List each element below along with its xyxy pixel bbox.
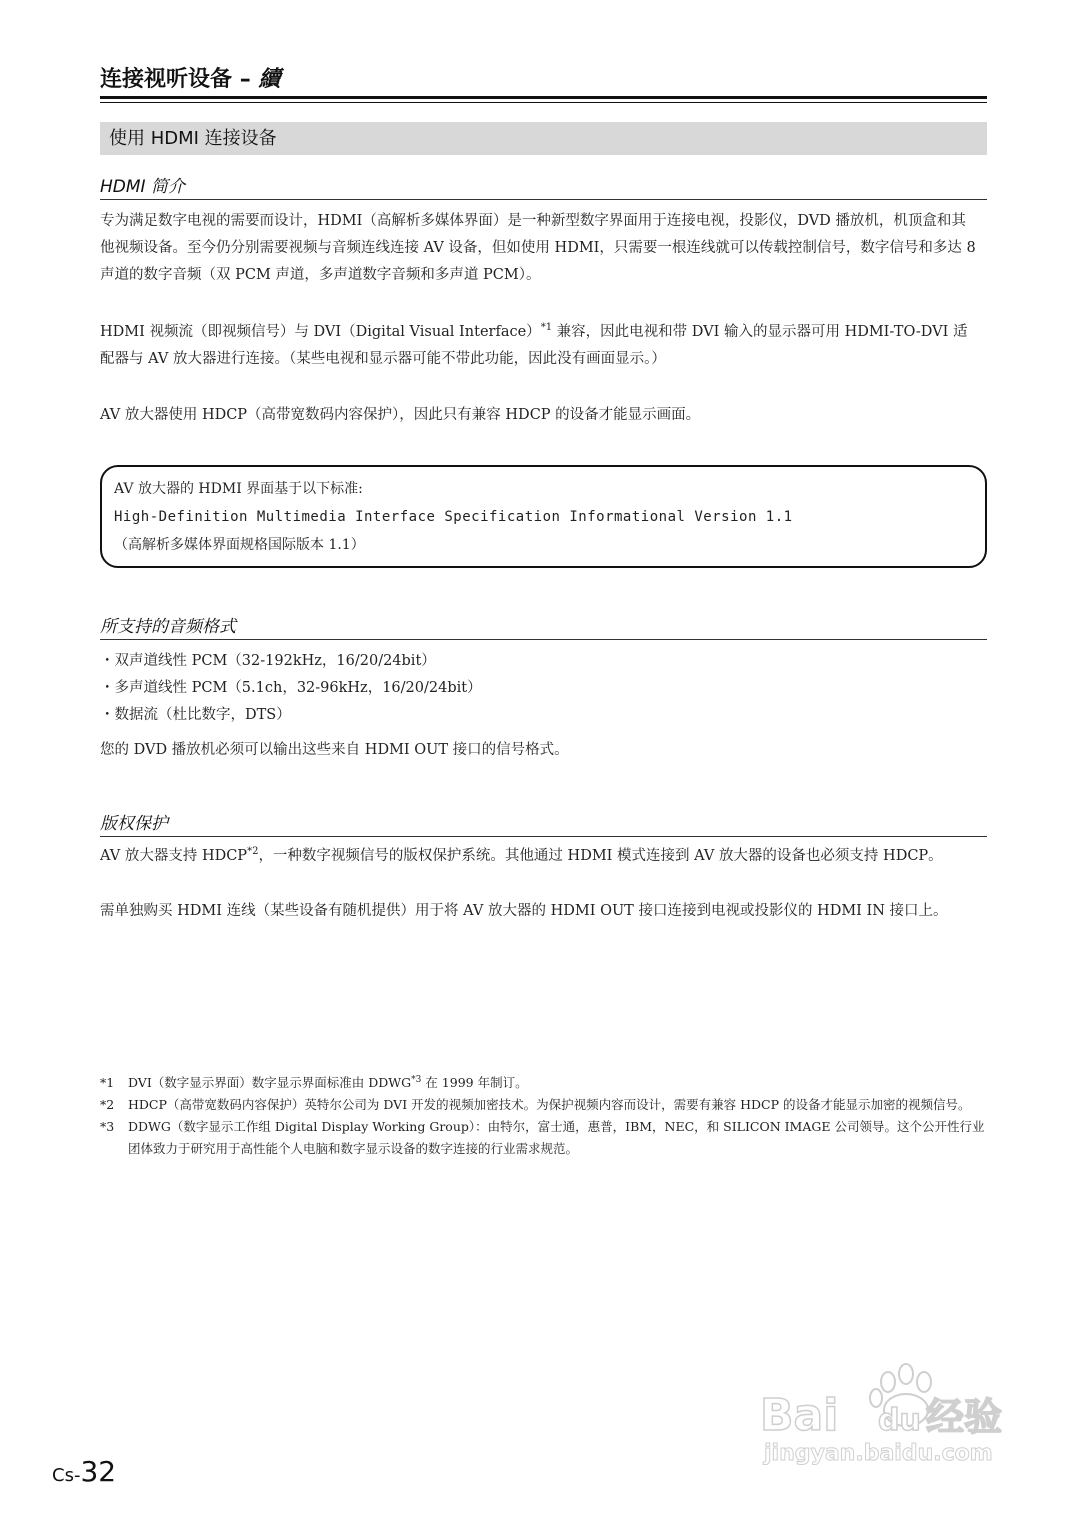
page-number-value: 32 — [80, 1455, 117, 1488]
footnote-text: DDWG（数字显示工作组 Digital Display Working Group）：由特尔，富士通，惠普，IBM，NEC，和 SILICON IMAGE 公司领导。这个公开性行业团体致力于研究用于高性能个人电脑和数字显示设备的数字连接的行业需求规范。 — [128, 1119, 985, 1156]
watermark-brand-left: Bai — [760, 1390, 839, 1441]
intro-paragraph-1: 专为满足数字电视的需要而设计，HDMI（高解析多媒体界面）是一种新型数字界面用于连接电视，投影仪，DVD 播放机，机顶盒和其他视频设备。至今仍分别需要视频与音频连线连接 AV 设备，但如使用 HDMI，只需要一根连线就可以传载控制信号，数字信号和多达 8 声道的数字音频（双 PCM 声道，多声道数字音频和多声道 PCM）。 — [100, 213, 976, 283]
footnote-text: HDCP（高带宽数码内容保护）英特尔公司为 DVI 开发的视频加密技术。为保护视频内容而设计，需要有兼容 HDCP 的设备才能显示加密的视频信号。 — [128, 1097, 971, 1112]
footnote-ref-1: *1 — [540, 322, 553, 334]
footnote-text — [128, 1072, 528, 1094]
copyright-p1-text-a: AV 放大器支持 HDCP — [100, 848, 248, 864]
watermark-url: jingyan.baidu.com — [764, 1441, 993, 1466]
watermark-brand-cn: 经验 — [926, 1395, 1003, 1439]
footnote-mark: *1 — [100, 1075, 115, 1090]
info-line-2: High-Definition Multimedia Interface Specification Informational Version 1.1 — [114, 509, 793, 525]
paw-toe-icon — [881, 1372, 895, 1392]
footnotes — [100, 1072, 987, 1160]
footnote-ref-2: *2 — [247, 846, 259, 858]
intro-p2-text-b: 兼容，因此电视和带 DVI 输入的显示器可用 HDMI-TO-DVI 适配器与 AV 放大器进行连接。（某些电视和显示器可能不带此功能，因此没有画面显示。） — [100, 324, 968, 367]
audio-heading: 所支持的音频格式 — [100, 612, 987, 640]
audio-note: 您的 DVD 播放机必须可以输出这些来自 HDMI OUT 接口的信号格式。 — [100, 742, 569, 758]
header-rule-thick — [100, 96, 987, 99]
intro-paragraph-3: AV 放大器使用 HDCP（高带宽数码内容保护），因此只有兼容 HDCP 的设备才能显示画面。 — [100, 407, 701, 423]
footnote-mark: *3 — [100, 1119, 115, 1134]
page-number-prefix: Cs- — [52, 1465, 81, 1486]
list-item: ・多声道线性 PCM（5.1ch，32-96kHz，16/20/24bit） — [100, 680, 482, 696]
intro-heading: HDMI 简介 — [100, 172, 987, 200]
footnote-text-a: DVI（数字显示界面）数字显示界面标准由 DDWG — [128, 1075, 412, 1090]
list-item: ・双声道线性 PCM（32-192kHz，16/20/24bit） — [100, 653, 436, 669]
info-line-3: （高解析多媒体界面规格国际版本 1.1） — [114, 537, 365, 553]
baidu-watermark-logo — [758, 1352, 1028, 1472]
copyright-p1-text-b: ，一种数字视频信号的版权保护系统。其他通过 HDMI 模式连接到 AV 放大器的设备也必须支持 HDCP。 — [258, 848, 943, 864]
page-title-text: 连接视听设备 — [100, 67, 233, 92]
paw-toe-icon — [899, 1364, 913, 1384]
page-title-suffix: 續 — [258, 67, 281, 92]
paw-toe-icon — [917, 1372, 931, 1392]
footnote-item — [100, 1094, 987, 1116]
footnote-item — [100, 1072, 987, 1094]
intro-paragraph-2 — [100, 319, 980, 373]
section-title: 使用 HDMI 连接设备 — [100, 122, 987, 155]
header-rule-thin — [100, 102, 987, 103]
watermark-brand-right: du — [878, 1403, 921, 1438]
standard-info-box — [100, 465, 987, 568]
audio-format-list — [100, 648, 980, 729]
footnote-text-b: 在 1999 年制订。 — [421, 1075, 528, 1090]
intro-p2-text-a: HDMI 视频流（即视频信号）与 DVI（Digital Visual Interface） — [100, 324, 541, 340]
info-line-1: AV 放大器的 HDMI 界面基于以下标准: — [114, 481, 363, 497]
footnote-ref-3: *3 — [411, 1074, 422, 1085]
page-title — [100, 62, 280, 93]
page-title-separator: – — [239, 67, 251, 92]
footnote-mark: *2 — [100, 1097, 115, 1112]
copyright-heading: 版权保护 — [100, 809, 987, 837]
page-number — [52, 1455, 116, 1488]
copyright-paragraph-1 — [100, 843, 980, 870]
list-item: ・数据流（杜比数字，DTS） — [100, 707, 291, 723]
footnote-item — [100, 1116, 987, 1160]
copyright-paragraph-2: 需单独购买 HDMI 连线（某些设备有随机提供）用于将 AV 放大器的 HDMI OUT 接口连接到电视或投影仪的 HDMI IN 接口上。 — [100, 903, 948, 919]
